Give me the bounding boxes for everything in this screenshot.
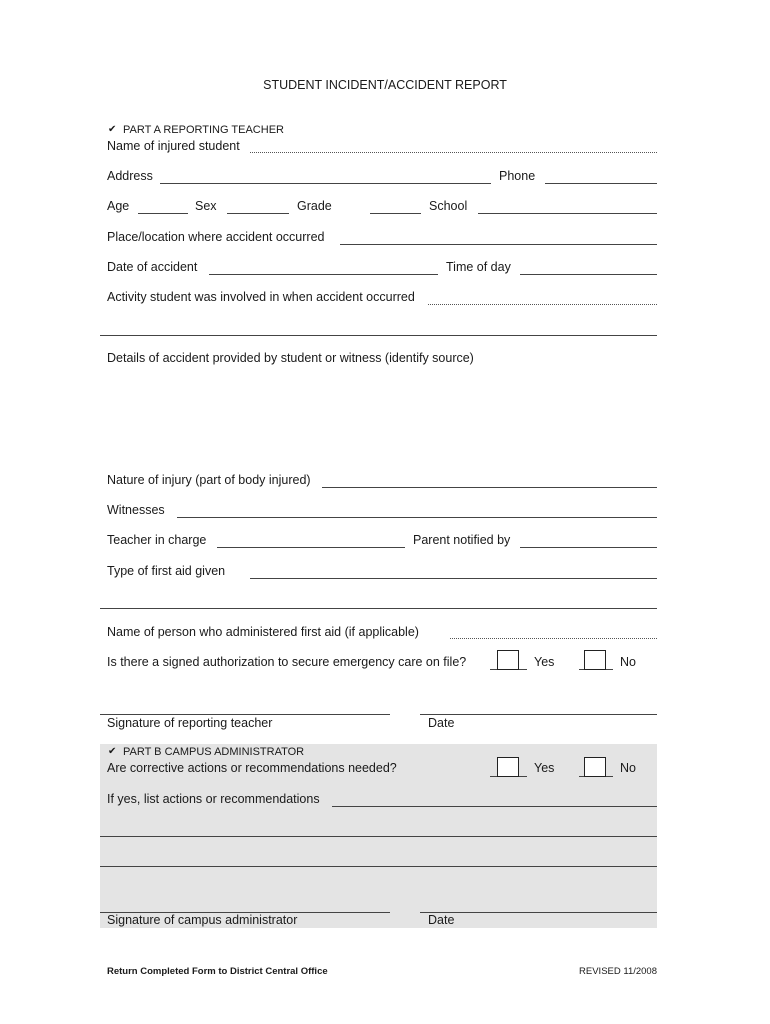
details-area[interactable] [107, 370, 657, 465]
check-icon: ✔ [108, 746, 117, 757]
witnesses-field[interactable] [177, 517, 657, 518]
parent-notified-field[interactable] [520, 547, 657, 548]
first-aid-field[interactable] [250, 578, 657, 579]
nature-of-injury-field[interactable] [322, 487, 657, 488]
activity-field-continuation[interactable] [100, 335, 657, 336]
teacher-signature-label: Signature of reporting teacher [107, 716, 273, 730]
phone-field[interactable] [545, 183, 657, 184]
injured-student-field[interactable] [250, 152, 657, 153]
time-of-day-field[interactable] [520, 274, 657, 275]
corrective-no-checkbox[interactable] [584, 757, 606, 777]
parent-notified-label: Parent notified by [413, 533, 511, 547]
school-field[interactable] [478, 213, 657, 214]
teacher-in-charge-field[interactable] [217, 547, 405, 548]
check-icon: ✔ [108, 124, 117, 135]
place-label: Place/location where accident occurred [107, 230, 325, 244]
authorization-no-label: No [620, 655, 636, 669]
admin-signature-label: Signature of campus administrator [107, 913, 298, 927]
administered-by-field[interactable] [450, 638, 657, 639]
authorization-label: Is there a signed authorization to secure emergency care on file? [107, 655, 467, 669]
corrective-yes-label: Yes [534, 761, 555, 775]
place-field[interactable] [340, 244, 657, 245]
accident-date-field[interactable] [209, 274, 438, 275]
teacher-signature-date-field[interactable] [420, 714, 657, 715]
corrective-yes-checkbox[interactable] [497, 757, 519, 777]
school-label: School [429, 199, 468, 213]
corrective-no-label: No [620, 761, 636, 775]
part-a-header: PART A REPORTING TEACHER [123, 124, 284, 136]
accident-date-label: Date of accident [107, 260, 198, 274]
teacher-in-charge-label: Teacher in charge [107, 533, 207, 547]
recommendations-field[interactable] [332, 806, 657, 807]
activity-field[interactable] [428, 304, 657, 305]
age-field[interactable] [138, 213, 188, 214]
injured-student-label: Name of injured student [107, 139, 240, 153]
sex-label: Sex [195, 199, 217, 213]
corrective-actions-label: Are corrective actions or recommendations needed? [107, 761, 397, 775]
age-label: Age [107, 199, 130, 213]
grade-field[interactable] [370, 213, 421, 214]
recommendations-field-line-2[interactable] [100, 836, 657, 837]
time-of-day-label: Time of day [446, 260, 511, 274]
activity-label: Activity student was involved in when accident occurred [107, 290, 415, 304]
address-label: Address [107, 169, 153, 183]
phone-label: Phone [499, 169, 536, 183]
teacher-signature-date-label: Date [428, 716, 455, 730]
admin-signature-date-field[interactable] [420, 912, 657, 913]
part-b-header: PART B CAMPUS ADMINISTRATOR [123, 746, 305, 758]
footer-instruction: Return Completed Form to District Central Office [107, 966, 328, 977]
admin-signature-date-label: Date [428, 913, 455, 927]
authorization-yes-label: Yes [534, 655, 555, 669]
authorization-yes-checkbox[interactable] [497, 650, 519, 670]
first-aid-label: Type of first aid given [107, 564, 226, 578]
address-field[interactable] [160, 183, 491, 184]
administered-by-label: Name of person who administered first aid (if applicable) [107, 625, 419, 639]
witnesses-label: Witnesses [107, 503, 165, 517]
recommendations-label: If yes, list actions or recommendations [107, 792, 320, 806]
first-aid-field-continuation[interactable] [100, 608, 657, 609]
details-label: Details of accident provided by student or witness (identify source) [107, 351, 474, 365]
teacher-signature-field[interactable] [100, 714, 390, 715]
page-title: STUDENT INCIDENT/ACCIDENT REPORT [263, 78, 507, 92]
sex-field[interactable] [227, 213, 289, 214]
recommendations-field-line-3[interactable] [100, 866, 657, 867]
grade-label: Grade [297, 199, 332, 213]
revision-date: REVISED 11/2008 [579, 966, 657, 977]
authorization-no-checkbox[interactable] [584, 650, 606, 670]
nature-of-injury-label: Nature of injury (part of body injured) [107, 473, 311, 487]
